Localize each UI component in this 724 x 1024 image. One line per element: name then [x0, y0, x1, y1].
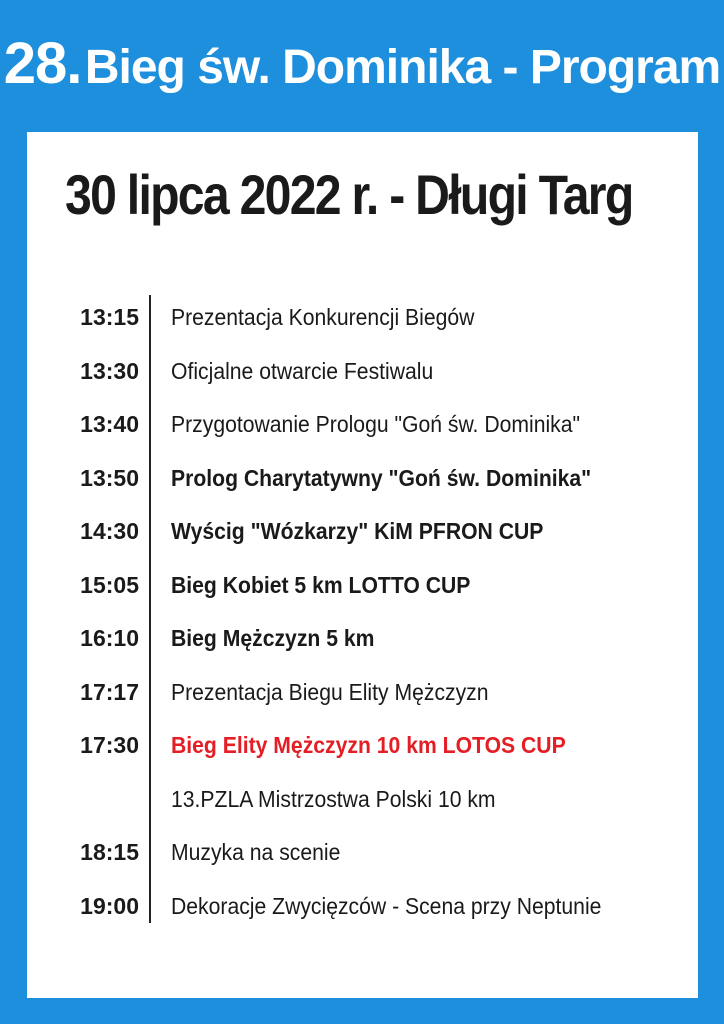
schedule-row [27, 358, 698, 410]
schedule-row [27, 572, 698, 624]
schedule-event: Dekoracje Zwycięzców - Scena przy Neptunie [171, 892, 602, 919]
schedule-row [27, 786, 698, 838]
schedule-event: Bieg Mężczyzn 5 km [171, 625, 375, 651]
schedule-event: Przygotowanie Prologu "Goń św. Dominika" [171, 411, 581, 437]
schedule-event: Prezentacja Konkurencji Biegów [171, 304, 475, 330]
page-title [0, 30, 724, 97]
schedule-event: Prolog Charytatywny "Goń św. Dominika" [171, 464, 592, 491]
schedule-row [27, 732, 698, 784]
schedule-event: Bieg Kobiet 5 km LOTTO CUP [171, 571, 471, 598]
schedule-time: 19:00 [80, 892, 139, 919]
schedule-row [27, 625, 698, 677]
schedule-time: 13:40 [80, 411, 139, 437]
schedule-time: 13:50 [80, 464, 139, 491]
schedule-time: 17:17 [80, 678, 139, 705]
schedule-row [27, 893, 698, 945]
schedule-row [27, 304, 698, 356]
schedule-time: 15:05 [80, 571, 139, 598]
schedule-event: Oficjalne otwarcie Festiwalu [171, 357, 434, 384]
event-date-location: 30 lipca 2022 r. - Długi Targ [65, 163, 633, 226]
schedule-time: 13:15 [80, 304, 139, 330]
title-number: 28. [3, 31, 82, 96]
schedule-time: 18:15 [80, 839, 139, 865]
schedule-time: 17:30 [80, 732, 139, 758]
schedule-row [27, 679, 698, 731]
schedule-event: 13.PZLA Mistrzostwa Polski 10 km [171, 785, 496, 812]
schedule-event: Bieg Elity Mężczyzn 10 km LOTOS CUP [171, 732, 566, 758]
schedule-row [27, 411, 698, 463]
schedule-time: 13:30 [80, 357, 139, 384]
schedule-event: Wyścig "Wózkarzy" KiM PFRON CUP [171, 518, 544, 544]
title-text: Bieg św. Dominika - Program [84, 41, 721, 94]
header-banner [0, 0, 724, 132]
schedule-row [27, 465, 698, 517]
schedule-time: 16:10 [80, 625, 139, 651]
schedule-event: Muzyka na scenie [171, 839, 341, 865]
schedule-event: Prezentacja Biegu Elity Mężczyzn [171, 678, 489, 705]
program-panel [27, 132, 698, 998]
schedule-row [27, 839, 698, 891]
schedule-row [27, 518, 698, 570]
schedule-time: 14:30 [80, 518, 139, 544]
